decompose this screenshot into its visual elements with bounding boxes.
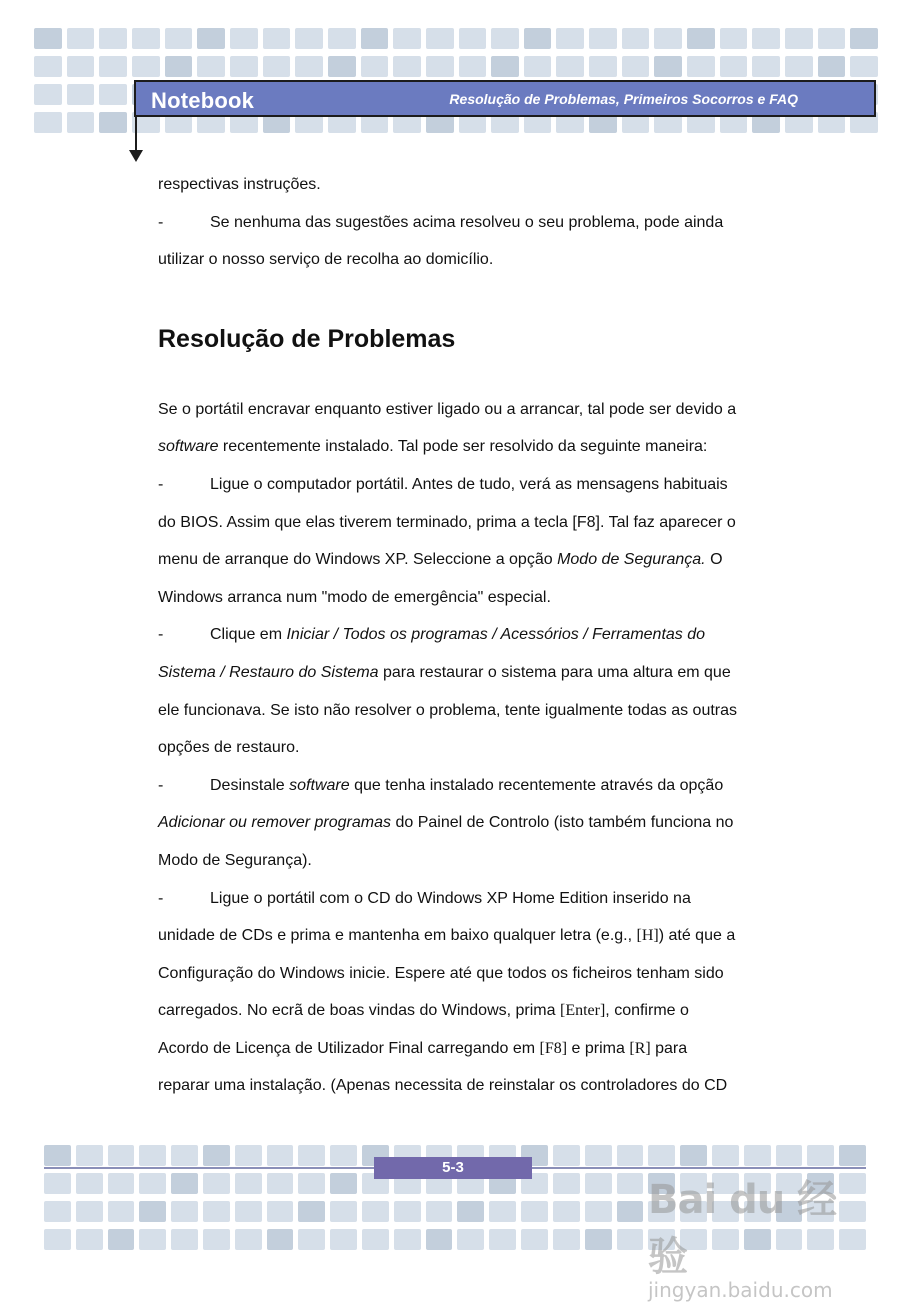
- key-label: [Enter]: [559, 1002, 606, 1020]
- decorative-tile: [361, 28, 389, 49]
- decorative-tile: [556, 56, 584, 77]
- decorative-tile: [850, 28, 878, 49]
- bullet-marker: -: [158, 776, 164, 794]
- text-line: Adicionar ou remover programas do Painel de Controlo (isto também funciona no: [158, 814, 734, 832]
- text-line: Configuração do Windows inicie. Espere até que todos os ficheiros tenham sido: [158, 964, 724, 982]
- decorative-tile: [203, 1201, 230, 1222]
- decorative-tile: [203, 1173, 230, 1194]
- decorative-tile: [235, 1173, 262, 1194]
- decorative-tile: [67, 84, 95, 105]
- decorative-tile: [108, 1145, 135, 1166]
- decorative-tile: [785, 56, 813, 77]
- decorative-tile: [553, 1201, 580, 1222]
- decorative-tile: [556, 28, 584, 49]
- decorative-tile: [34, 56, 62, 77]
- decorative-tile: [491, 28, 519, 49]
- decorative-tile: [720, 28, 748, 49]
- decorative-tile: [648, 1145, 675, 1166]
- text-line: Se o portátil encravar enquanto estiver ligado ou a arrancar, tal pode ser devido a: [158, 400, 737, 418]
- text-line: Acordo de Licença de Utilizador Final carregando em [F8] e prima [R] para: [158, 1039, 688, 1057]
- decorative-tile: [426, 28, 454, 49]
- decorative-tile: [553, 1229, 580, 1250]
- decorative-tile: [99, 84, 127, 105]
- decorative-tile: [362, 1229, 389, 1250]
- decorative-tile: [267, 1145, 294, 1166]
- decorative-tile: [426, 1229, 453, 1250]
- decorative-tile: [171, 1145, 198, 1166]
- decorative-tile: [132, 28, 160, 49]
- decorative-tile: [67, 56, 95, 77]
- decorative-tile: [426, 56, 454, 77]
- decorative-tile: [491, 56, 519, 77]
- decorative-tile: [76, 1145, 103, 1166]
- decorative-tile: [744, 1145, 771, 1166]
- decorative-tile: [393, 56, 421, 77]
- header-title: Notebook: [151, 88, 255, 113]
- decorative-tile: [328, 56, 356, 77]
- text-line: menu de arranque do Windows XP. Seleccione a opção Modo de Segurança. O: [158, 551, 723, 569]
- page-number: 5-3: [374, 1157, 532, 1179]
- bullet-marker: -: [158, 889, 164, 907]
- decorative-tile: [132, 56, 160, 77]
- decorative-tile: [457, 1201, 484, 1222]
- bullet-item: - Ligue o computador portátil. Antes de tudo, verá as mensagens habituais: [158, 466, 758, 504]
- decorative-tile: [298, 1173, 325, 1194]
- decorative-tile: [457, 1229, 484, 1250]
- decorative-tile: [589, 28, 617, 49]
- decorative-tile: [203, 1229, 230, 1250]
- decorative-tile: [44, 1145, 71, 1166]
- decorative-tile: [76, 1173, 103, 1194]
- decorative-tile: [328, 28, 356, 49]
- down-arrow-icon: [129, 150, 143, 162]
- text-line: Windows arranca num "modo de emergência" especial.: [158, 588, 551, 606]
- decorative-tile: [203, 1145, 230, 1166]
- decorative-tile: [687, 56, 715, 77]
- decorative-tile: [235, 1145, 262, 1166]
- decorative-tile: [263, 56, 291, 77]
- decorative-tile: [267, 1173, 294, 1194]
- decorative-tile: [330, 1229, 357, 1250]
- decorative-tile: [394, 1229, 421, 1250]
- decorative-tile: [524, 28, 552, 49]
- decorative-tile: [524, 56, 552, 77]
- decorative-tile: [617, 1201, 644, 1222]
- decorative-tile: [818, 56, 846, 77]
- text-line: do BIOS. Assim que elas tiverem terminado, prima a tecla [F8]. Tal faz aparecer o: [158, 513, 736, 531]
- decorative-tile: [298, 1145, 325, 1166]
- bullet-item: - Ligue o portátil com o CD do Windows XP Home Edition inserido na: [158, 880, 758, 918]
- decorative-tile: [165, 28, 193, 49]
- decorative-tile: [67, 28, 95, 49]
- decorative-tile: [139, 1173, 166, 1194]
- decorative-tile: [76, 1201, 103, 1222]
- decorative-tile: [654, 56, 682, 77]
- decorative-tile: [34, 28, 62, 49]
- decorative-tile: [687, 28, 715, 49]
- decorative-tile: [589, 56, 617, 77]
- section-heading: Resolução de Problemas: [158, 324, 456, 353]
- decorative-tile: [76, 1229, 103, 1250]
- decorative-tile: [108, 1201, 135, 1222]
- bullet-item: - Desinstale software que tenha instalado recentemente através da opção: [158, 767, 758, 805]
- decorative-tile: [585, 1173, 612, 1194]
- decorative-tile: [394, 1201, 421, 1222]
- decorative-tile: [171, 1201, 198, 1222]
- text-line: software recentemente instalado. Tal pode ser resolvido da seguinte maneira:: [158, 438, 708, 456]
- decorative-tile: [585, 1229, 612, 1250]
- decorative-tile: [165, 56, 193, 77]
- text-line: opções de restauro.: [158, 739, 300, 757]
- text-line: ele funcionava. Se isto não resolver o problema, tente igualmente todas as outras: [158, 701, 738, 719]
- decorative-tile: [108, 1173, 135, 1194]
- header-bar: [134, 80, 876, 117]
- decorative-tile: [553, 1173, 580, 1194]
- watermark-url: jingyan.baidu.com: [648, 1278, 833, 1302]
- baidu-watermark: [648, 1168, 868, 1302]
- key-label: [R]: [629, 1039, 651, 1057]
- decorative-tile: [44, 1229, 71, 1250]
- decorative-tile: [99, 56, 127, 77]
- bullet-marker: -: [158, 626, 164, 644]
- decorative-tile: [489, 1229, 516, 1250]
- decorative-tile: [521, 1201, 548, 1222]
- text-line: reparar uma instalação. (Apenas necessita de reinstalar os controladores do CD: [158, 1077, 728, 1095]
- decorative-tile: [521, 1229, 548, 1250]
- text-line: Modo de Segurança).: [158, 851, 312, 869]
- decorative-tile: [171, 1229, 198, 1250]
- decorative-tile: [197, 28, 225, 49]
- decorative-tile: [680, 1145, 707, 1166]
- decorative-tile: [489, 1201, 516, 1222]
- decorative-tile: [230, 56, 258, 77]
- decorative-tile: [785, 28, 813, 49]
- decorative-tile: [139, 1145, 166, 1166]
- decorative-tile: [108, 1229, 135, 1250]
- text-line: carregados. No ecrã de boas vindas do Windows, prima [Enter], confirme o: [158, 1002, 689, 1020]
- decorative-tile: [459, 28, 487, 49]
- decorative-tile: [44, 1173, 71, 1194]
- decorative-tile: [850, 56, 878, 77]
- text-line: utilizar o nosso serviço de recolha ao domicílio.: [158, 251, 494, 269]
- decorative-tile: [839, 1145, 866, 1166]
- text-line: respectivas instruções.: [158, 176, 321, 193]
- decorative-tile: [197, 56, 225, 77]
- bullet-marker: -: [158, 213, 164, 231]
- text-line: Sistema / Restauro do Sistema para restaurar o sistema para uma altura em que: [158, 663, 731, 681]
- decorative-tile: [776, 1145, 803, 1166]
- decorative-tile: [267, 1201, 294, 1222]
- decorative-tile: [622, 56, 650, 77]
- decorative-tile: [622, 28, 650, 49]
- decorative-tile: [617, 1229, 644, 1250]
- decorative-tile: [361, 56, 389, 77]
- decorative-tile: [34, 112, 62, 133]
- decorative-tile: [139, 1229, 166, 1250]
- header-pointer-line: [135, 117, 137, 151]
- header-section-title: Resolução de Problemas, Primeiros Socorros e FAQ: [449, 91, 798, 107]
- decorative-tile: [752, 56, 780, 77]
- decorative-tile: [807, 1145, 834, 1166]
- bullet-marker: -: [158, 475, 164, 493]
- decorative-tile: [295, 56, 323, 77]
- bullet-item: - Clique em Iniciar / Todos os programas / Acessórios / Ferramentas do: [158, 616, 758, 654]
- decorative-tile: [362, 1201, 389, 1222]
- decorative-tile: [393, 28, 421, 49]
- page-content: [158, 166, 758, 1105]
- decorative-tile: [298, 1229, 325, 1250]
- decorative-tile: [44, 1201, 71, 1222]
- decorative-tile: [617, 1173, 644, 1194]
- decorative-tile: [235, 1201, 262, 1222]
- decorative-tile: [67, 112, 95, 133]
- decorative-tile: [171, 1173, 198, 1194]
- decorative-tile: [712, 1145, 739, 1166]
- decorative-tile: [235, 1229, 262, 1250]
- decorative-tile: [295, 28, 323, 49]
- text-line: unidade de CDs e prima e mantenha em baixo qualquer letra (e.g., [H]) até que a: [158, 927, 736, 945]
- decorative-tile: [330, 1145, 357, 1166]
- decorative-tile: [553, 1145, 580, 1166]
- decorative-tile: [34, 84, 62, 105]
- decorative-tile: [298, 1201, 325, 1222]
- decorative-tile: [330, 1201, 357, 1222]
- decorative-tile: [459, 56, 487, 77]
- decorative-tile: [654, 28, 682, 49]
- decorative-tile: [99, 28, 127, 49]
- decorative-tile: [617, 1145, 644, 1166]
- decorative-tile: [752, 28, 780, 49]
- decorative-tile: [585, 1145, 612, 1166]
- decorative-tile: [426, 1201, 453, 1222]
- decorative-tile: [585, 1201, 612, 1222]
- key-label: [F8]: [539, 1039, 568, 1057]
- decorative-tile: [818, 28, 846, 49]
- decorative-tile: [720, 56, 748, 77]
- watermark-logo-text: Bai du 经验: [648, 1177, 837, 1280]
- decorative-tile: [99, 112, 127, 133]
- decorative-tile: [330, 1173, 357, 1194]
- decorative-tile: [267, 1229, 294, 1250]
- bullet-item: - Se nenhuma das sugestões acima resolveu o seu problema, pode ainda: [158, 204, 758, 242]
- key-label: [H]: [636, 927, 659, 945]
- decorative-tile: [139, 1201, 166, 1222]
- decorative-tile: [263, 28, 291, 49]
- decorative-tile: [230, 28, 258, 49]
